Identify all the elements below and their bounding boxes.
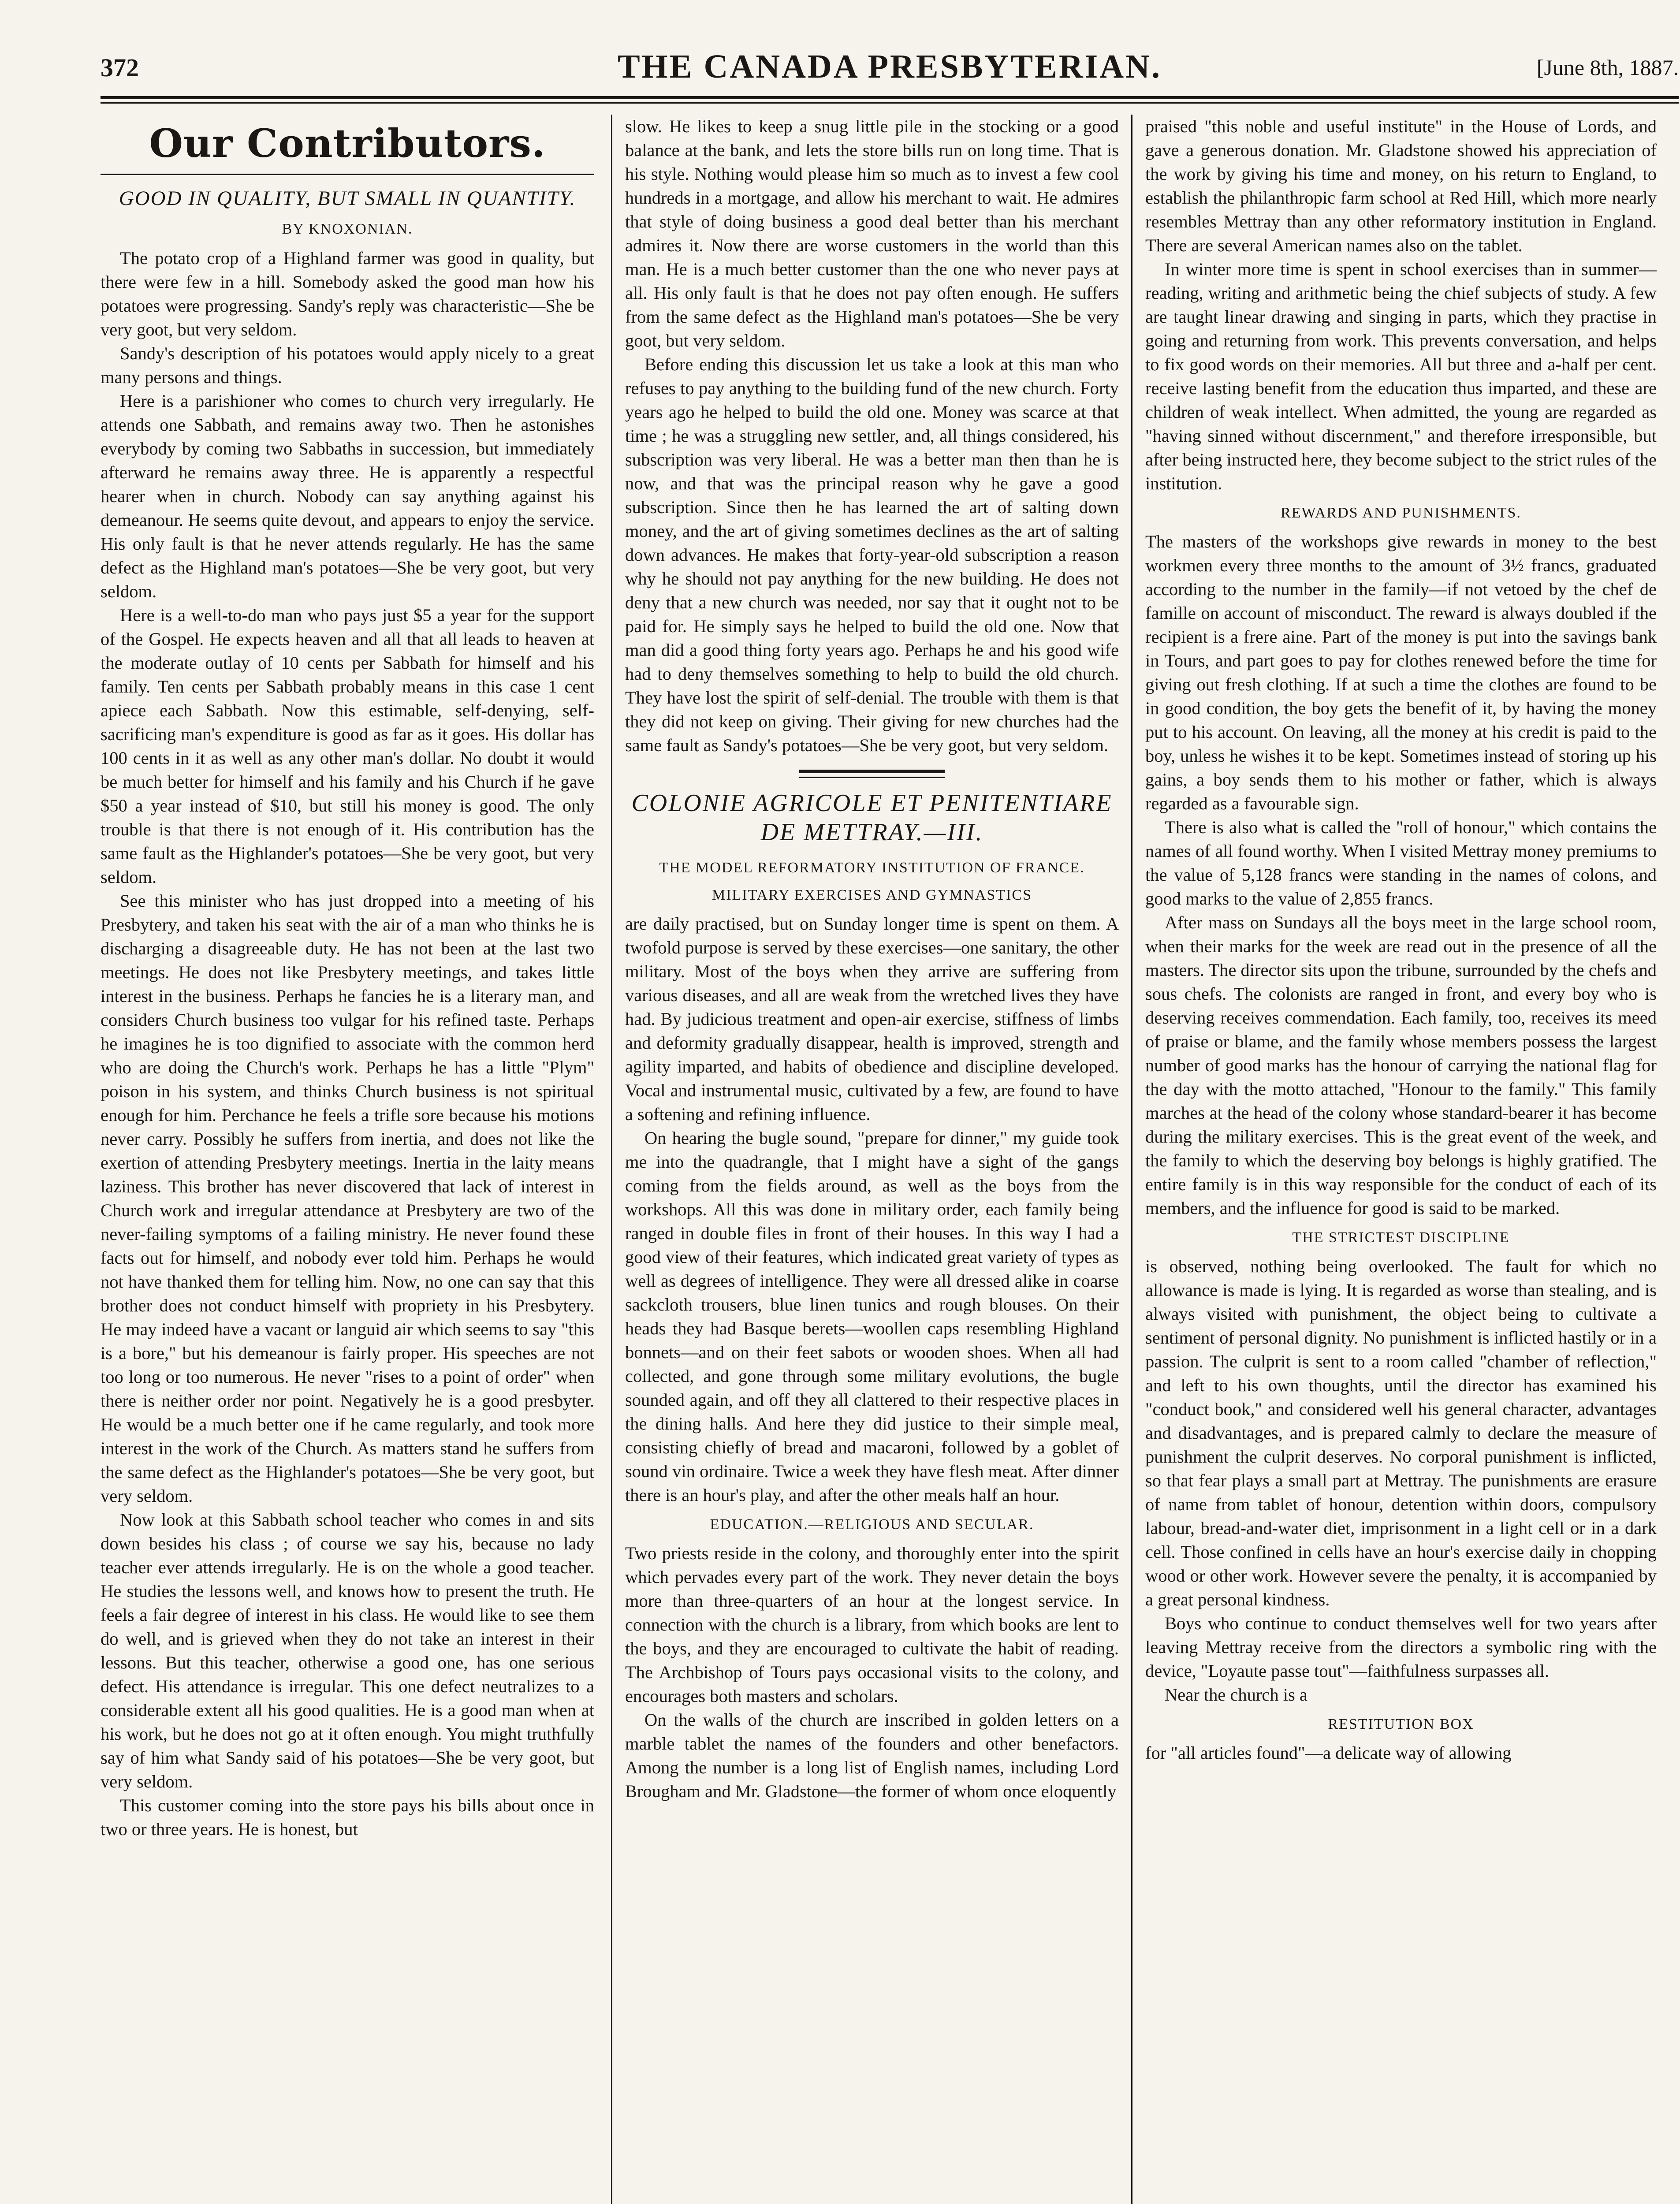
paragraph: The potato crop of a Highland farmer was good in quality, but there were few in a hill. Somebody asked the good man how his potatoes were progressing. Sandy's reply was characteristic—She be very goot, but very seldom. xyxy=(101,248,594,339)
section-heading: REWARDS AND PUNISHMENTS. xyxy=(1281,505,1521,521)
paragraph: The masters of the workshops give rewards in money to the best workmen every three months to the amount of 3½ francs, graduated according to the number in the family—if not vetoed by the chef de famille on account of misconduct. The reward is always doubled if the recipient is a frere aine. Part of the money is put into the savings bank in Tours, and part goes to pay for clothes renewed before the time for giving out fresh clothing. If at such a time the clothes are found to be in good condition, the boy gets the benefit of it, by having the money put to his account. On leaving, all the money at his credit is paid to the boy, unless he wishes it to be kept. Sometimes instead of storing up his gains, a boy sends them to his mother or father, which is always regarded as a favourable sign. xyxy=(1145,532,1657,813)
column-1 xyxy=(101,115,594,2204)
paragraph: Boys who continue to conduct themselves well for two years after leaving Mettray receive from the directors a symbolic ring with the device, "Loyaute passe tout"—faithfulness surpasses all. xyxy=(1145,1613,1657,1681)
article-headline: COLONIE AGRICOLE ET PENITENTIARE DE METTRAY.—III. xyxy=(631,789,1113,846)
paragraph: Near the church is a xyxy=(1165,1685,1307,1705)
section-heading: EDUCATION.—RELIGIOUS AND SECULAR. xyxy=(710,1516,1034,1533)
paragraph: There is also what is called the "roll of honour," which contains the names of all found worthy. When I visited Mettray money premiums to the value of 5,128 francs were standing in the names of colons, and good marks to the value of 2,855 francs. xyxy=(1145,817,1657,908)
article-subhead: THE MODEL REFORMATORY INSTITUTION OF FRANCE. xyxy=(659,860,1085,876)
issue-date: [June 8th, 1887. xyxy=(1536,55,1679,80)
paragraph: Sandy's description of his potatoes would apply nicely to a great many persons and things. xyxy=(101,343,594,387)
article-headline: GOOD IN QUALITY, BUT SMALL IN QUANTITY. xyxy=(119,187,576,210)
article-byline: BY KNOXONIAN. xyxy=(282,221,413,237)
page-number: 372 xyxy=(101,53,139,82)
paragraph: After mass on Sundays all the boys meet in the large school room, when their marks for the week are read out in the presence of all the masters. The director sits upon the tribune, surrounded by the chefs and sous chefs. The colonists are ranged in front, and every boy who is deserving receives commendation. Each family, too, receives its meed of praise or blame, and the family whose members possess the largest number of good marks has the honour of carrying the national flag for the day with the motto attached, "Honour to the family." This family marches at the head of the colony whose standard-bearer it has become during the military exercises. This is the great event of the week, and the family to which the deserving boy belongs is highly gratified. The entire family is in this way responsible for the conduct of each of its members, and the influence for good is said to be marked. xyxy=(1145,912,1657,1218)
paragraph: is observed, nothing being overlooked. The fault for which no allowance is made is lying. It is regarded as worse than stealing, and is always visited with punishment, the object being to cultivate a sentiment of personal dignity. No punishment is inflicted hastily or in a passion. The culprit is sent to a room called "chamber of reflection," and left to his own thoughts, until the director has examined his "conduct book," and considered well his general character, advantages and disadvantages, and is prepared calmly to declare the measure of punishment the culprit deserves. No corporal punishment is inflicted, so that fear plays a small part at Mettray. The punishments are erasure of name from tablet of honour, detention within doors, compulsory labour, bread-and-water diet, imprisonment in a light cell or in a dark cell. Those confined in cells have an hour's exercise daily in chopping wood or other work. However severe the penalty, it is accompanied by a great personal kindness. xyxy=(1145,1256,1657,1609)
column-divider xyxy=(1131,115,1132,2204)
department-heading: Our Contributors. xyxy=(149,120,546,166)
paragraph: Two priests reside in the colony, and thoroughly enter into the spirit which pervades every part of the work. They never detain the boys more than three-quarters of an hour at the longest service. In connection with the church is a library, from which books are lent to the boys, and they are encouraged to cultivate the habit of reading. The Archbishop of Tours pays occasional visits to the colony, and encourages both masters and scholars. xyxy=(625,1543,1119,1706)
masthead-rule-thin xyxy=(101,102,1679,104)
masthead-rule-thick xyxy=(101,96,1679,99)
paragraph: Before ending this discussion let us take a look at this man who refuses to pay anything to the building fund of the new church. Forty years ago he helped to build the old one. Money was scarce at that time ; he was a struggling new settler, and, all things considered, his subscription was very liberal. He was a better man then than he is now, and that was the principal reason why he gave a good subscription. Since then he has learned the art of salting down money, and the art of giving sometimes declines as the art of salting down advances. He makes that forty-year-old subscription a reason why he should not pay anything for the new building. He does not deny that a new church was needed, nor say that it ought not to be paid for. He simply says he helped to build the old one. Now that man did a good thing forty years ago. Perhaps he and his good wife had to deny themselves something to help to build the old church. They have lost the spirit of self-denial. The trouble with them is that they did not keep on giving. Their giving for new churches had the same fault as Sandy's potatoes—She be very goot, but very seldom. xyxy=(625,354,1119,755)
section-divider-ornament xyxy=(799,770,945,778)
paragraph: Here is a parishioner who comes to church very irregularly. He attends one Sabbath, and remains away two. Then he astonishes everybody by coming two Sabbaths in succession, but immediately afterward he remains away three. He is apparently a respectful hearer when in church. Nobody can say anything against his demeanour. He seems quite devout, and appears to enjoy the service. His only fault is that he never attends regularly. He has the same defect as the Highland man's potatoes—She be very goot, but very seldom. xyxy=(101,391,594,601)
paragraph: praised "this noble and useful institute" in the House of Lords, and gave a generous donation. Mr. Gladstone showed his appreciation of the work by giving his time and money, on his return to England, to establish the philanthropic farm school at Red Hill, which more nearly resembles Mettray than any other reformatory institution in England. There are several American names also on the tablet. xyxy=(1145,116,1657,255)
section-heading: RESTITUTION BOX xyxy=(1328,1716,1474,1732)
paragraph: for "all articles found"—a delicate way of allowing xyxy=(1145,1743,1512,1763)
section-heading: MILITARY EXERCISES AND GYMNASTICS xyxy=(711,887,1032,903)
column-2 xyxy=(625,115,1119,2204)
paragraph: On the walls of the church are inscribed in golden letters on a marble tablet the names of the founders and other benefactors. Among the number is a long list of English names, including Lord Brougham and Mr. Gladstone—the former of whom once eloquently xyxy=(625,1710,1119,1801)
column-3 xyxy=(1145,115,1657,2204)
paragraph: In winter more time is spent in school exercises than in summer—reading, writing and arithmetic being the chief subjects of study. A few are taught linear drawing and singing in parts, which they practise in going and returning from work. This prevents conversation, and helps to fix good words on their memories. All but three and a-half per cent. receive lasting benefit from the education thus imparted, and these are children of weak intellect. When admitted, the young are regarded as "having sinned without discernment," and therefore irresponsible, but after being instructed here, they become subject to the strict rules of the institution. xyxy=(1145,259,1657,493)
paragraph: On hearing the bugle sound, "prepare for dinner," my guide took me into the quadrangle, that I might have a sight of the gangs coming from the fields around, as well as the boys from the workshops. All this was done in military order, each family being ranged in double files in front of their houses. In this way I had a good view of their features, which indicated great variety of types as well as degrees of intelligence. They were all dressed alike in coarse sackcloth trousers, blue linen tunics and rough blouses. On their heads they had Basque berets—woollen caps resembling Highland bonnets—and on their feet sabots or wooden shoes. When all had collected, and gone through some military evolutions, the bugle sounded again, and off they all clattered to their respective places in the dining halls. And here they did justice to their simple meal, consisting chiefly of bread and macaroni, followed by a goblet of sound vin ordinaire. Twice a week they have flesh meat. After dinner there is an hour's play, and after the other meals half an hour. xyxy=(625,1128,1119,1505)
column-divider xyxy=(611,115,612,2204)
section-heading: THE STRICTEST DISCIPLINE xyxy=(1292,1229,1510,1246)
masthead xyxy=(101,44,1679,93)
newspaper-page xyxy=(101,44,1679,2204)
paragraph: are daily practised, but on Sunday longer time is spent on them. A twofold purpose is served by these exercises—one sanitary, the other military. Most of the boys when they arrive are suffering from various diseases, and all are weak from the wretched lives they have had. By judicious treatment and open-air exercise, stiffness of limbs and deformity gradually disappear, health is improved, strength and agility imparted, and habits of obedience and discipline developed. Vocal and instrumental music, cultivated by a few, are found to have a softening and refining influence. xyxy=(625,914,1119,1124)
department-rule xyxy=(101,174,594,175)
newspaper-title: THE CANADA PRESBYTERIAN. xyxy=(617,48,1162,85)
paragraph: See this minister who has just dropped into a meeting of his Presbytery, and taken his seat with the air of a man who thinks he is discharging a disagreeable duty. He has not been at the last two meetings. He does not like Presbytery meetings, and takes little interest in the business. Perhaps he fancies he is a literary man, and considers Church business too vulgar for his refined taste. Perhaps he imagines he is too dignified to associate with the common herd who are doing the Church's work. Perhaps he has a little "Plym" poison in his system, and thinks Church business is not spiritual enough for him. Perchance he feels a trifle sore because his motions never carry. Possibly he suffers from inertia, and does not like the exertion of attending Presbytery meetings. Inertia in the laity means laziness. This brother has never discovered that lack of interest in Church work and irregular attendance at Presbytery are two of the never-failing symptoms of a failing ministry. He never found these facts out for himself, and nobody ever told him. Perhaps he would not have thanked them for telling him. Now, no one can say that this brother does not conduct himself with propriety in his Presbytery. He may indeed have a vacant or languid air which seems to say "this is a bore," but his demeanour is fairly proper. His speeches are not too long or too numerous. He never "rises to a point of order" when there is neither order nor point. Negatively he is a good presbyter. He would be a much better one if he came regularly, and took more interest in the work of the Church. As matters stand he suffers from the same defect as the Highlander's potatoes—She be very goot, but very seldom. xyxy=(101,891,594,1506)
paragraph: Now look at this Sabbath school teacher who comes in and sits down besides his class ; of course we say his, because no lady teacher ever attends irregularly. He is on the whole a good teacher. He studies the lessons well, and knows how to present the truth. He feels a fair degree of interest in his class. He would like to see them do well, and is grieved when they do not take an interest in their lessons. But this teacher, otherwise a good one, has one serious defect. His attendance is irregular. This one defect neutralizes to a considerable extent all his good qualities. He is a good man when at his work, but he does not go at it often enough. You might truthfully say of him what Sandy said of his potatoes—She be very goot, but very seldom. xyxy=(101,1510,594,1791)
paragraph: slow. He likes to keep a snug little pile in the stocking or a good balance at the bank, and lets the store bills run on long time. That is his style. Nothing would please him so much as to invest a few cool hundreds in a mortgage, and allow his merchant to wait. He admires that style of doing business a good deal better than his merchant admires it. Now there are worse customers in the world than this man. He is a much better customer than the one who never pays at all. His only fault is that he does not pay often enough. He suffers from the same defect as the Highland man's potatoes—She be very goot, but very seldom. xyxy=(625,116,1119,350)
paragraph: This customer coming into the store pays his bills about once in two or three years. He is honest, but xyxy=(101,1795,594,1839)
paragraph: Here is a well-to-do man who pays just $5 a year for the support of the Gospel. He expects heaven and all that all leads to heaven at the moderate outlay of 10 cents per Sabbath for himself and his family. Ten cents per Sabbath probably means in this case 1 cent apiece each Sabbath. Now this estimable, self-denying, self-sacrificing man's expenditure is good as far as it goes. His dollar has 100 cents in it as well as any other man's dollar. No doubt it would be much better for himself and his family and his Church if he gave $50 a year instead of $10, but still his money is good. The only trouble is that there is not enough of it. His contribution has the same fault as the Highlander's potatoes—She be very goot, but very seldom. xyxy=(101,605,594,887)
